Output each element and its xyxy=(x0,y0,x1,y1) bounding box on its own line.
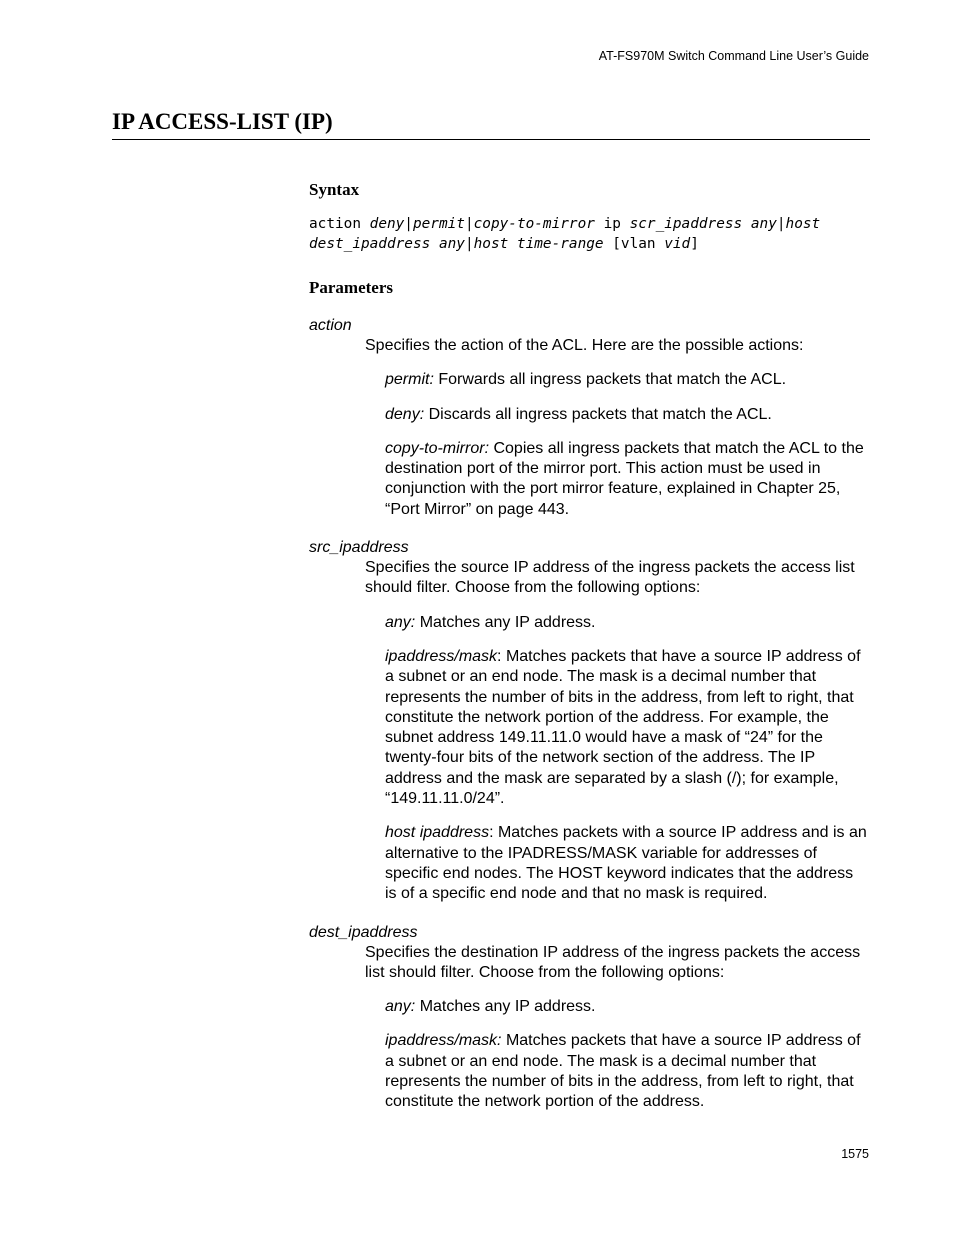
parameter-option xyxy=(385,1031,869,1112)
parameter-description: Specifies the destination IP address of the ingress packets the access list should filter. Choose from the following options: xyxy=(365,943,861,981)
parameter-option xyxy=(385,647,869,809)
parameter-option xyxy=(385,370,869,390)
option-text: Matches packets that have a source IP address of a subnet or an end node. The mask is a decimal number that represents the number of bits in the address, from left to right, that constitute the network portion of the address. xyxy=(385,1032,861,1111)
syntax-line-1 xyxy=(309,215,869,235)
option-label: deny: xyxy=(385,405,425,423)
running-header: AT-FS970M Switch Command Line User’s Guide xyxy=(598,49,869,63)
syntax-block xyxy=(309,215,869,254)
option-text: Matches any IP address. xyxy=(415,613,596,631)
syntax-line-2 xyxy=(309,235,869,255)
parameter-description: Specifies the action of the ACL. Here are the possible actions: xyxy=(365,337,804,354)
option-label: any: xyxy=(385,613,416,631)
syntax-line-2-segment: dest_ipaddress any|host time-range xyxy=(309,235,604,252)
parameter-option xyxy=(385,613,869,633)
parameter-term-src-ipaddress: src_ipaddress xyxy=(309,539,409,557)
syntax-line-1-segment: ip xyxy=(594,216,630,232)
parameters-heading: Parameters xyxy=(309,278,394,297)
syntax-line-1-segment: deny|permit|copy-to-mirror xyxy=(369,216,595,232)
page-title: IP ACCESS-LIST (IP) xyxy=(112,109,870,140)
parameter-description: Specifies the source IP address of the ingress packets the access list should filter. Choose from the following options: xyxy=(365,559,855,597)
option-label: permit: xyxy=(385,371,434,389)
option-label: any: xyxy=(385,998,416,1016)
option-text: Forwards all ingress packets that match the ACL. xyxy=(433,371,787,389)
option-text: Discards all ingress packets that match the ACL. xyxy=(424,405,772,423)
main-content xyxy=(309,180,869,1113)
parameter-option xyxy=(385,405,869,425)
parameter-term-action: action xyxy=(309,317,352,334)
syntax-line-2-segment: vid xyxy=(664,235,691,252)
syntax-line-2-segment: ] xyxy=(690,235,699,252)
option-text: Matches any IP address. xyxy=(415,998,596,1016)
option-text: Copies all ingress packets that match the ACL to the destination port of the mirror port. This action must be used in conjunction with the port mirror feature, explained in Chapter 25, “Port Mirror” on page 443. xyxy=(385,439,864,518)
option-label: ipaddress/mask xyxy=(385,647,498,665)
parameter-term-dest-ipaddress: dest_ipaddress xyxy=(309,923,418,941)
parameter-list xyxy=(309,316,869,1113)
option-text: : Matches packets that have a source IP address of a subnet or an end node. The mask is a decimal number that represents the number of bits in the address, from left to right, that constitute the network portion of the address. For example, the subnet address 149.11.11.0 would have a mask of “24” for the twenty-four bits of the network section of the address. The IP address and the mask are separated by a slash (/); for example, “149.11.11.0/24”. xyxy=(385,647,861,808)
option-label: copy-to-mirror: xyxy=(385,439,490,457)
syntax-line-2-segment: [vlan xyxy=(603,235,665,252)
parameter-option xyxy=(385,439,869,520)
syntax-line-1-segment: scr_ipaddress any|host xyxy=(629,216,821,232)
parameter-option xyxy=(385,997,869,1017)
option-text: : Matches packets with a source IP address and is an alternative to the IPADRESS/MASK variable for addresses of specific end nodes. The HOST keyword indicates that the address is of a specific end node and that no mask is required. xyxy=(385,824,867,903)
syntax-line-1-segment: action xyxy=(309,216,370,232)
parameter-option xyxy=(385,823,869,904)
syntax-heading: Syntax xyxy=(309,180,360,199)
option-label: ipaddress/mask: xyxy=(385,1032,502,1050)
option-label: host ipaddress xyxy=(385,824,490,842)
page-number: 1575 xyxy=(841,1147,869,1161)
